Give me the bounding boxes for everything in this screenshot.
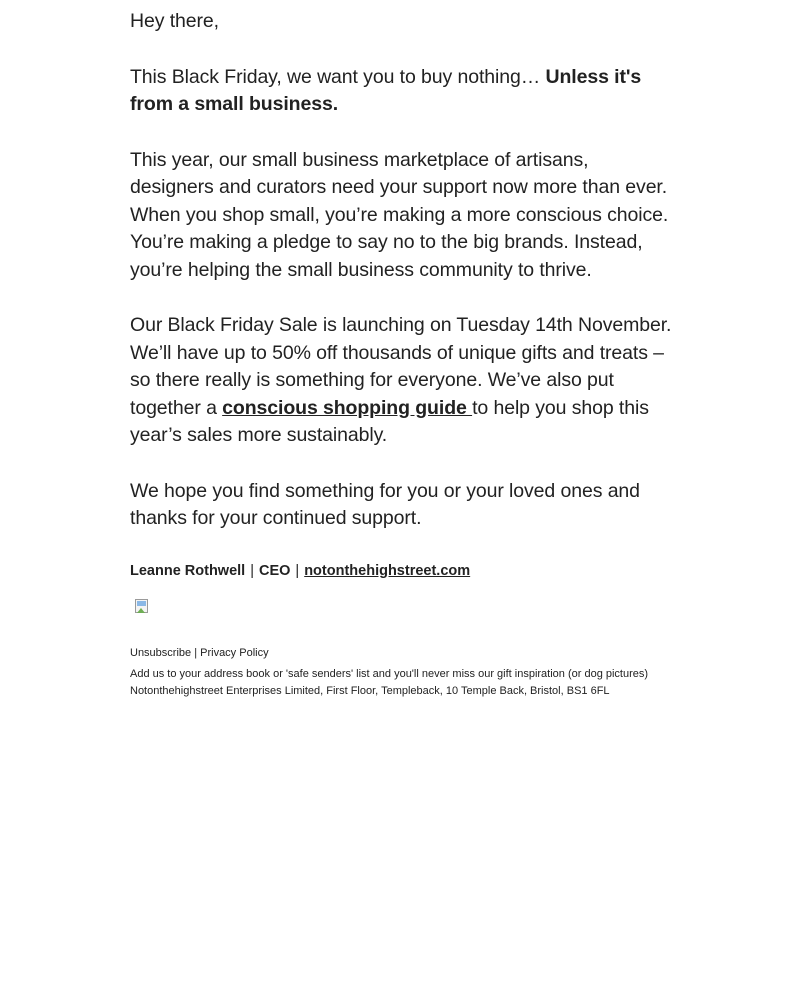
footer-links [130,645,675,662]
sale-text-end: to help you shop this year’s sales more sustainably. [130,396,649,446]
footer-divider: | [194,646,198,659]
unsubscribe-link[interactable]: Unsubscribe [130,646,192,659]
safe-senders-text: Add us to your address book or 'safe senders' list and you'll never miss our gift inspiration (or dog pictures) [130,667,649,680]
privacy-policy-link[interactable]: Privacy Policy [200,646,269,659]
website-link[interactable]: notonthehighstreet.com [304,562,471,579]
signature-separator: | [250,562,254,579]
signature [130,561,675,581]
image-sky [137,601,146,606]
signature-separator: | [295,562,300,579]
footer [130,645,675,700]
signature-role: CEO [259,562,291,579]
closing-paragraph: We hope you find something for you or your loved ones and thanks for your continued support. [130,479,640,529]
email-body [130,8,675,700]
body-paragraph: This year, our small business marketplace of artisans, designers and curators need your support now more than ever. When you shop small, you’re making a more conscious choice. You’re making a pledge to say no to the big brands. Instead, you’re helping the small business community to thrive. [130,148,669,281]
conscious-shopping-guide-link[interactable]: conscious shopping guide [222,396,473,419]
intro-paragraph [130,64,675,119]
company-address: Notonthehighstreet Enterprises Limited, First Floor, Templeback, 10 Temple Back, Bristol, BS1 6FL [130,684,610,697]
sale-paragraph [130,312,675,450]
image-hill [137,608,145,613]
broken-image-icon[interactable] [135,599,151,615]
sale-text: Our Black Friday Sale is launching on Tuesday 14th November. We’ll have up to 50% off thousands of unique gifts and treats – so there really is something for everyone. We’ve also put together a [130,314,672,419]
intro-text: This Black Friday, we want you to buy nothing… [130,65,546,88]
greeting: Hey there, [130,10,219,32]
intro-bold-text: Unless it's from a small business. [130,65,642,115]
signature-name: Leanne Rothwell [130,562,246,579]
